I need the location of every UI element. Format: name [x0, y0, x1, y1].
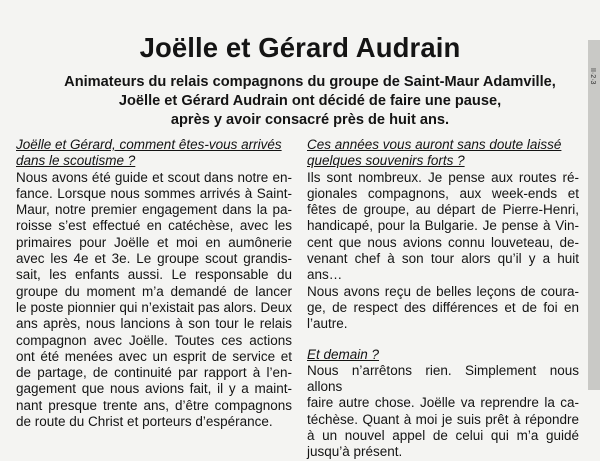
- left-column: [16, 137, 292, 430]
- text-line: avec les 4e et 3e. Le groupe scout grandis-: [16, 251, 292, 267]
- binding-edge: [588, 40, 600, 390]
- text-line: le poste pionnier qui n’existait pas alors. Deux: [16, 299, 292, 315]
- intro-line: Joëlle et Gérard Audrain ont décidé de faire une pause,: [118, 93, 502, 109]
- text-line: téchèse. Quant à moi je suis prêt à répondre: [307, 411, 579, 427]
- text-line: ge, de respect des différences et de foi en: [307, 299, 579, 315]
- text-line: fance. Lorsque nous sommes arrivés à Saint-: [16, 185, 292, 201]
- text-line: jusqu’à présent.: [307, 444, 403, 460]
- text-line: gagement que nous avions fait, il y a maint-: [16, 381, 292, 397]
- text-line: Nous avons reçu de belles leçons de coura-: [307, 283, 579, 299]
- answer-souvenirs: [307, 170, 579, 333]
- question-line: dans le scoutisme ?: [16, 153, 136, 169]
- question-line: Joëlle et Gérard, comment êtes-vous arrivés: [16, 137, 282, 152]
- question-line: Et demain ?: [307, 346, 380, 362]
- question-line: quelques souvenirs forts ?: [307, 153, 465, 169]
- text-line: handicapé, pour la Bulgarie. Je pense à Vin-: [307, 218, 579, 234]
- text-line: roisse s’est effectué en catéchèse, avec les: [16, 218, 292, 234]
- edge-mark: II·2·3: [589, 68, 596, 85]
- text-line: à un nouvel appel de celui qui m’a guidé: [307, 428, 579, 444]
- answer-demain: [307, 363, 579, 461]
- answer-scoutisme: [16, 170, 292, 431]
- article-intro: [40, 73, 580, 130]
- text-line: faire autre chose. Joëlle va reprendre la ca-: [307, 395, 579, 411]
- question-souvenirs: [307, 137, 579, 170]
- paragraph-gap: [307, 333, 579, 347]
- text-line: Ils sont nombreux. Je pense aux routes ré-: [307, 169, 579, 185]
- text-line: compagnon avec Joëlle. Toutes ces actions: [16, 332, 292, 348]
- text-line: groupe du moment m’a demandé de lancer: [16, 283, 292, 299]
- text-line: Nous avons été guide et scout dans notre en-: [16, 169, 292, 185]
- intro-line: Animateurs du relais compagnons du groupe de Saint-Maur Adamville,: [64, 74, 556, 90]
- text-line: sait, les enfants aussi. Le responsable du: [16, 267, 292, 283]
- text-line: Maur, notre premier engagement dans la pa-: [16, 202, 292, 218]
- text-line: l’autre.: [307, 316, 348, 332]
- right-column: [307, 137, 579, 461]
- text-line: fêtes de groupe, au départ de Pierre-Henri,: [307, 202, 579, 218]
- question-scoutisme: [16, 137, 292, 170]
- text-line: de route du Christ et porteurs d’espérance.: [16, 414, 273, 430]
- text-line: nant presque trente ans, d’être compagnons: [16, 397, 292, 413]
- text-line: venant chef à son tour alors qu’il y a huit ans…: [307, 251, 579, 283]
- question-line: Ces années vous auront sans doute laissé: [307, 137, 562, 152]
- text-line: ont été menées avec un esprit de service et: [16, 348, 292, 364]
- text-line: de partage, de continuité par rapport à l’en-: [16, 365, 292, 381]
- text-line: Nous n’arrêtons rien. Simplement nous allons: [307, 362, 579, 395]
- text-line: cent que nous avions connu louveteau, de-: [307, 234, 579, 250]
- text-line: primaires pour Joëlle et moi en aumônerie: [16, 234, 292, 250]
- text-line: ans après, nous lancions à son tour le relais: [16, 316, 292, 332]
- text-line: gionales compagnons, aux week-ends et: [307, 185, 579, 201]
- article-title: Joëlle et Gérard Audrain: [139, 32, 461, 63]
- intro-line: après y avoir consacré près de huit ans.: [170, 112, 450, 128]
- question-demain: [307, 347, 579, 363]
